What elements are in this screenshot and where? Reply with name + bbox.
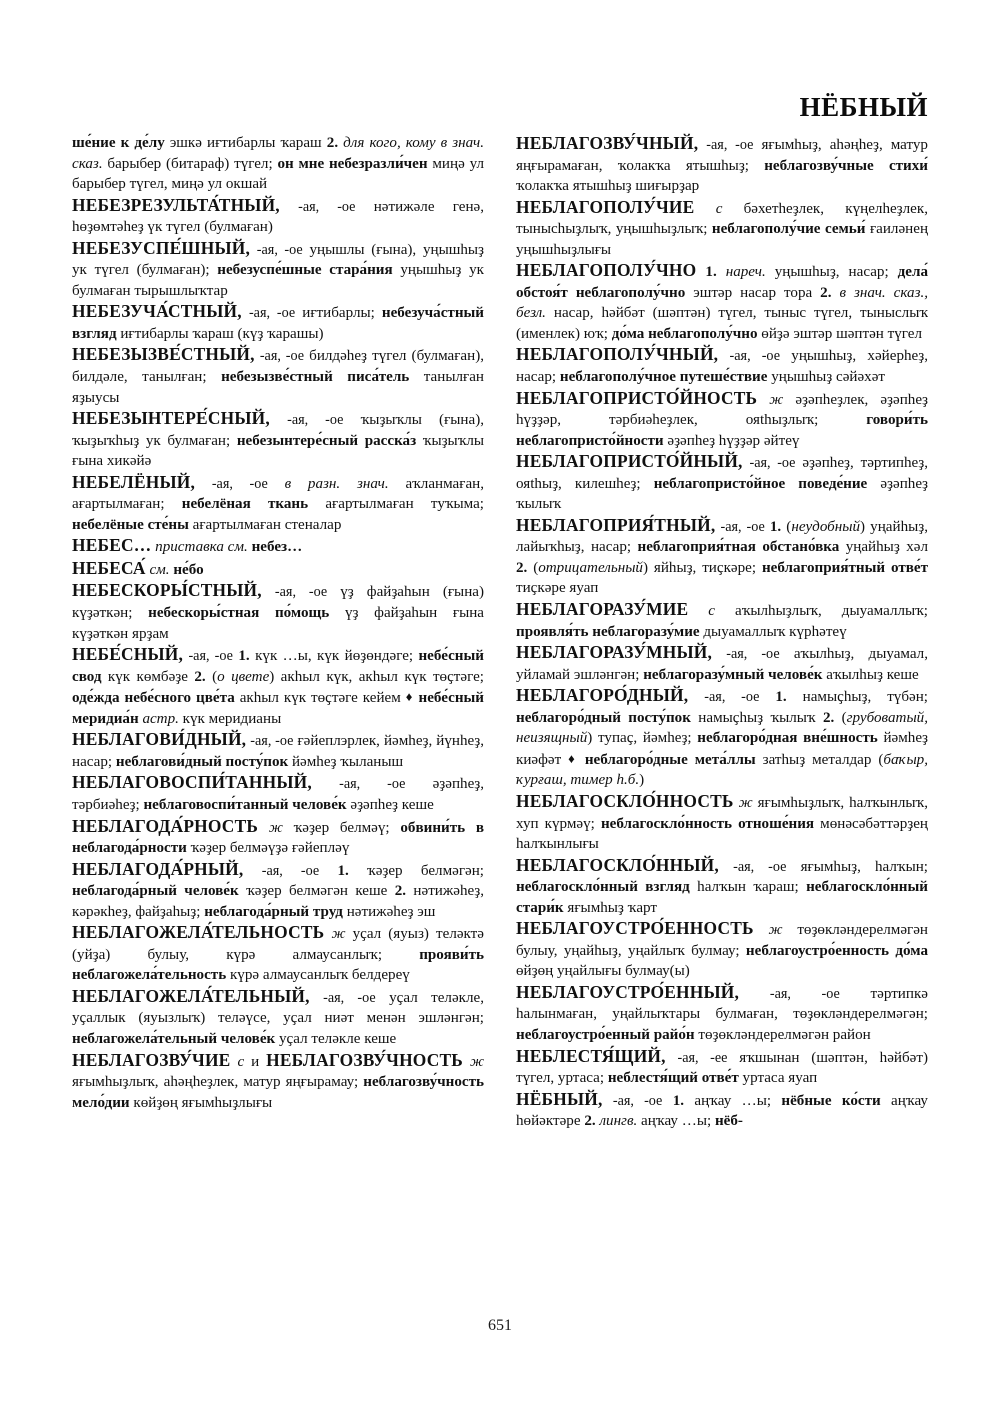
dictionary-entry: НЕБЛАГОРАЗУ́МНЫЙ, -ая, -ое аҡылһыҙ, дыуамал, уйламай эшләнгән; неблагоразу́мный челове́к аҡылһыҙ кеше [516, 642, 928, 683]
dictionary-entry: НЁБНЫЙ, -ая, -ое 1. аңҡау …ы; нёбные ко́сти аңҡау һөйәктәре 2. лингв. аңҡау …ы; нёб- [516, 1088, 928, 1130]
running-head: НЁБНЫЙ [799, 92, 928, 122]
dictionary-entry: НЕБЛАГОВОСПИ́ТАННЫЙ, -ая, -ое әҙәпһеҙ, тәрбиәһеҙ; неблаговоспи́танный челове́к әҙәпһеҙ кеше [72, 772, 484, 813]
dictionary-entry: НЕБЛАГОЖЕЛА́ТЕЛЬНЫЙ, -ая, -ое уҫал теләкле, уҫаллык (яуызлыҡ) теләүсе, уҫал ниәт менән эшләнгән; неблагожела́тельный челове́к уҫал теләкле кеше [72, 985, 484, 1047]
dictionary-entry: НЕБЛАГОЗВУ́ЧНЫЙ, -ая, -ое яғымһыҙ, аһәңһеҙ, матур яңғырамаған, ҡолакҡа ятышһыҙ; неблагозву́чные стихи́ ҡолакҡа ятышһыҙ шиғырҙар [516, 133, 928, 195]
dictionary-entry: НЕБЛАГОПРИСТО́ЙНОСТЬ ж әҙәпһеҙлек, әҙәпһеҙ һүҙҙәр, тәрбиәһеҙлек, ояthыҙлыҡ; говори́ть неблагопристо́йности әҙәпһеҙ һүҙҙәр әйтеү [516, 387, 928, 449]
dictionary-entry: НЕБЕСКОРЫ́СТНЫЙ, -ая, -ое үҙ файҙаһын (ғына) күҙәткән; небескоры́стная по́мощь үҙ файҙаһын ғына күҙәткән ярҙам [72, 580, 484, 642]
dictionary-entry: НЕБЛАГОРАЗУ́МИЕ с аҡылһыҙлыҡ, дыуамаллыҡ; проявля́ть неблагоразу́мие дыуамаллыҡ күрһәтеү [516, 599, 928, 640]
dictionary-entry: НЕБЕЗЫЗВЕ́СТНЫЙ, -ая, -ое билдәһеҙ түгел (булмаған), билдәле, танылған; небезызве́стный писа́тель танылған яҙыусы [72, 344, 484, 406]
dictionary-entry: НЕБЕ́СНЫЙ, -ая, -ое 1. күк …ы, күк йөҙөндәге; небе́сный свод күк көмбәҙе 2. (о цвете) акһыл күк, акһыл күк төҫтәге; оде́жда небе́сного цве́та акһыл күк төҫтәге кейем ♦ небе́сный меридиа́н астр. күк меридианы [72, 644, 484, 727]
dictionary-entry: НЕБЛАГОПРИЯ́ТНЫЙ, -ая, -ое 1. (неудобный) уңайһыҙ, лайыҡһыҙ, насар; неблагоприя́тная обстано́вка уңайһыҙ хәл 2. (отрицательный) яйһыҙ, тиҫкәре; неблагоприя́тный отве́т тиҫкәре яуап [516, 514, 928, 597]
dictionary-entry: НЕБЛАГОДА́РНОСТЬ ж ҡәҙер белмәү; обвини́ть в неблагода́рности ҡәҙер белмәүҙә ғәйепләү [72, 815, 484, 857]
dictionary-entry: НЕБЛАГОУСТРО́ЕННОСТЬ ж төҙөкләндерелмәгән булыу, уңайһыҙ, уңайлыҡ булмау; неблагоустро́енность до́ма өйҙөң уңайлығы булмау(ы) [516, 918, 928, 980]
dictionary-entry: НЕБЕС… приставка см. небез… [72, 535, 303, 556]
dictionary-entry: НЕБЛАГОДА́РНЫЙ, -ая, -ое 1. ҡәҙер белмәгән; неблагода́рный челове́к ҡәҙер белмәгән кеше 2. нәтижәһеҙ, кәрәкһеҙ, файҙаһыҙ; неблагода́рный труд нәтижәһеҙ эш [72, 858, 484, 920]
dictionary-entry: НЕБЛАГОПОЛУ́ЧНО 1. нареч. уңышһыҙ, насар; дела́ обстоя́т неблагополу́чно эштәр насар тора 2. в знач. сказ., безл. насар, һәйбәт (шәптән) түгел, тыныс түгел, тыныслыҡ (именлек) юҡ; до́ма неблагополу́чно өйҙә эштәр шәптән түгел [516, 260, 928, 342]
dictionary-entry: НЕБЛАГОРО́ДНЫЙ, -ая, -ое 1. намыҫһыҙ, түбән; неблагоро́дный посту́пок намыҫһыҙ ҡылыҡ 2. (грубоватый, неизящный) тупаҫ, йәмһеҙ; неблагоро́дная вне́шность йәмһеҙ киәфәт ♦ неблагоро́дные мета́ллы затһыҙ металдар (баҡыр, ҡурғаш, тимер һ.б.) [516, 685, 928, 789]
dictionary-entry: НЕБЛАГОСКЛО́ННЫЙ, -ая, -ое яғымһыҙ, һалҡын; неблагоскло́нный взгляд һалҡын ҡараш; неблагоскло́нный стари́к яғымһыҙ ҡарт [516, 854, 928, 916]
dictionary-entry: НЕБЛАГОПОЛУ́ЧИЕ с бәхетһеҙлек, күңелһеҙлек, тыныcһыҙлыҡ, уңышһыҙлыҡ; неблагополу́чие семьи́ ғаиләнең уңышһыҙлығы [516, 196, 928, 258]
dictionary-entry: НЕБЛАГОУСТРО́ЕННЫЙ, -ая, -ое тәртипкә һалынмаған, уңайлыҡтары булмаған, төҙөкләндерелмәгән; неблагоустро́енный райо́н төҙөкләндерелмәгән район [516, 981, 928, 1043]
dictionary-entry: НЕБЛАГОЖЕЛА́ТЕЛЬНОСТЬ ж уҫал (яуыз) теләктә (уйҙа) булыу, күрә алмаусанлыҡ; прояви́ть неблагожела́тельность күрә алмаусанлыҡ белдереү [72, 922, 484, 984]
dictionary-entry: НЕБЛЕСТЯ́ЩИЙ, -ая, -ее яҡшынан (шәптән, һәйбәт) түгел, уртаса; неблестя́щий отве́т уртаса яуап [516, 1045, 928, 1087]
dictionary-entry: НЕБЕЗЫНТЕРЕ́СНЫЙ, -ая, -ое ҡыҙыҡлы (ғына), ҡыҙыҡһыҙ ук булмаған; небезынтере́сный расска́з ҡыҙыҡлы ғына хикәйә [72, 408, 484, 470]
entry-continuation: ше́ние к де́лу эшкә иғтибарлы ҡараш 2. для кого, кому в знач. сказ. барыбер (битараф) түгел; он мне небезразли́чен миңә ул барыбер түгел, миңә ул окшай [72, 135, 484, 193]
dictionary-entry: НЕБЕЗУСПЕ́ШНЫЙ, -ая, -ое уңышлы (ғына), уңышһыҙ ук түгел (булмаған); небезуспе́шные стара́ния уңышһыҙ ук булмаған тырышлыҡтар [72, 237, 484, 299]
dictionary-entry: НЕБЛАГОВИ́ДНЫЙ, -ая, -ое ғәйеплэрлек, йәмһеҙ, йүнһеҙ, насар; неблагови́дный посту́пок йәмһеҙ ҡыланыш [72, 729, 484, 770]
dictionary-entry: НЕБЛАГОСКЛО́ННОСТЬ ж яғымһыҙлыҡ, һалҡынлыҡ, хуп күрмәү; неблагоскло́нность отноше́ния мөнәсәбәттәрҙең һалҡынлығы [516, 790, 928, 853]
dictionary-entry: НЕБЕЗРЕЗУЛЬТА́ТНЫЙ, -ая, -ое нәтижәле генә, һөҙөмтәһеҙ үк түгел (булмаған) [72, 194, 484, 236]
left-column [72, 133, 484, 1258]
dictionary-entry: НЕБЛАГОПОЛУ́ЧНЫЙ, -ая, -ое уңышһыҙ, хәйерһеҙ, насар; неблагополу́чное путеше́ствие уңышһыҙ сәйәхәт [516, 344, 928, 386]
dictionary-entry: НЕБЛАГОЗВУ́ЧИЕ с и НЕБЛАГОЗВУ́ЧНОСТЬ ж яғымһыҙлыҡ, аһәңһеҙлек, матур яңғырамау; неблагозву́чность мело́дии көйҙөң яғымһыҙлығы [72, 1049, 484, 1111]
dictionary-entry: НЕБЕСА́ см. не́бо [72, 557, 204, 578]
two-column-body [72, 133, 928, 1258]
dictionary-entry: НЕБЕЗУЧА́СТНЫЙ, -ая, -ое иғтибарлы; небезуча́стный взгляд иғтибарлы ҡараш (күҙ ҡарашы) [72, 301, 484, 342]
dictionary-entry: НЕБЛАГОПРИСТО́ЙНЫЙ, -ая, -ое әҙәпһеҙ, тәртипһеҙ, ояthыҙ, килешһеҙ; неблагопристо́йное поведе́ние әҙәпһеҙ ҡылыҡ [516, 451, 928, 513]
page-number: 651 [488, 1317, 512, 1334]
dictionary-entry: НЕБЕЛЁНЫЙ, -ая, -ое в разн. знач. аҡланмаған, ағартылмаған; небелёная ткань ағартылмаған туҡыма; небелёные сте́ны ағартылмаған стеналар [72, 471, 484, 533]
right-column [516, 133, 928, 1258]
